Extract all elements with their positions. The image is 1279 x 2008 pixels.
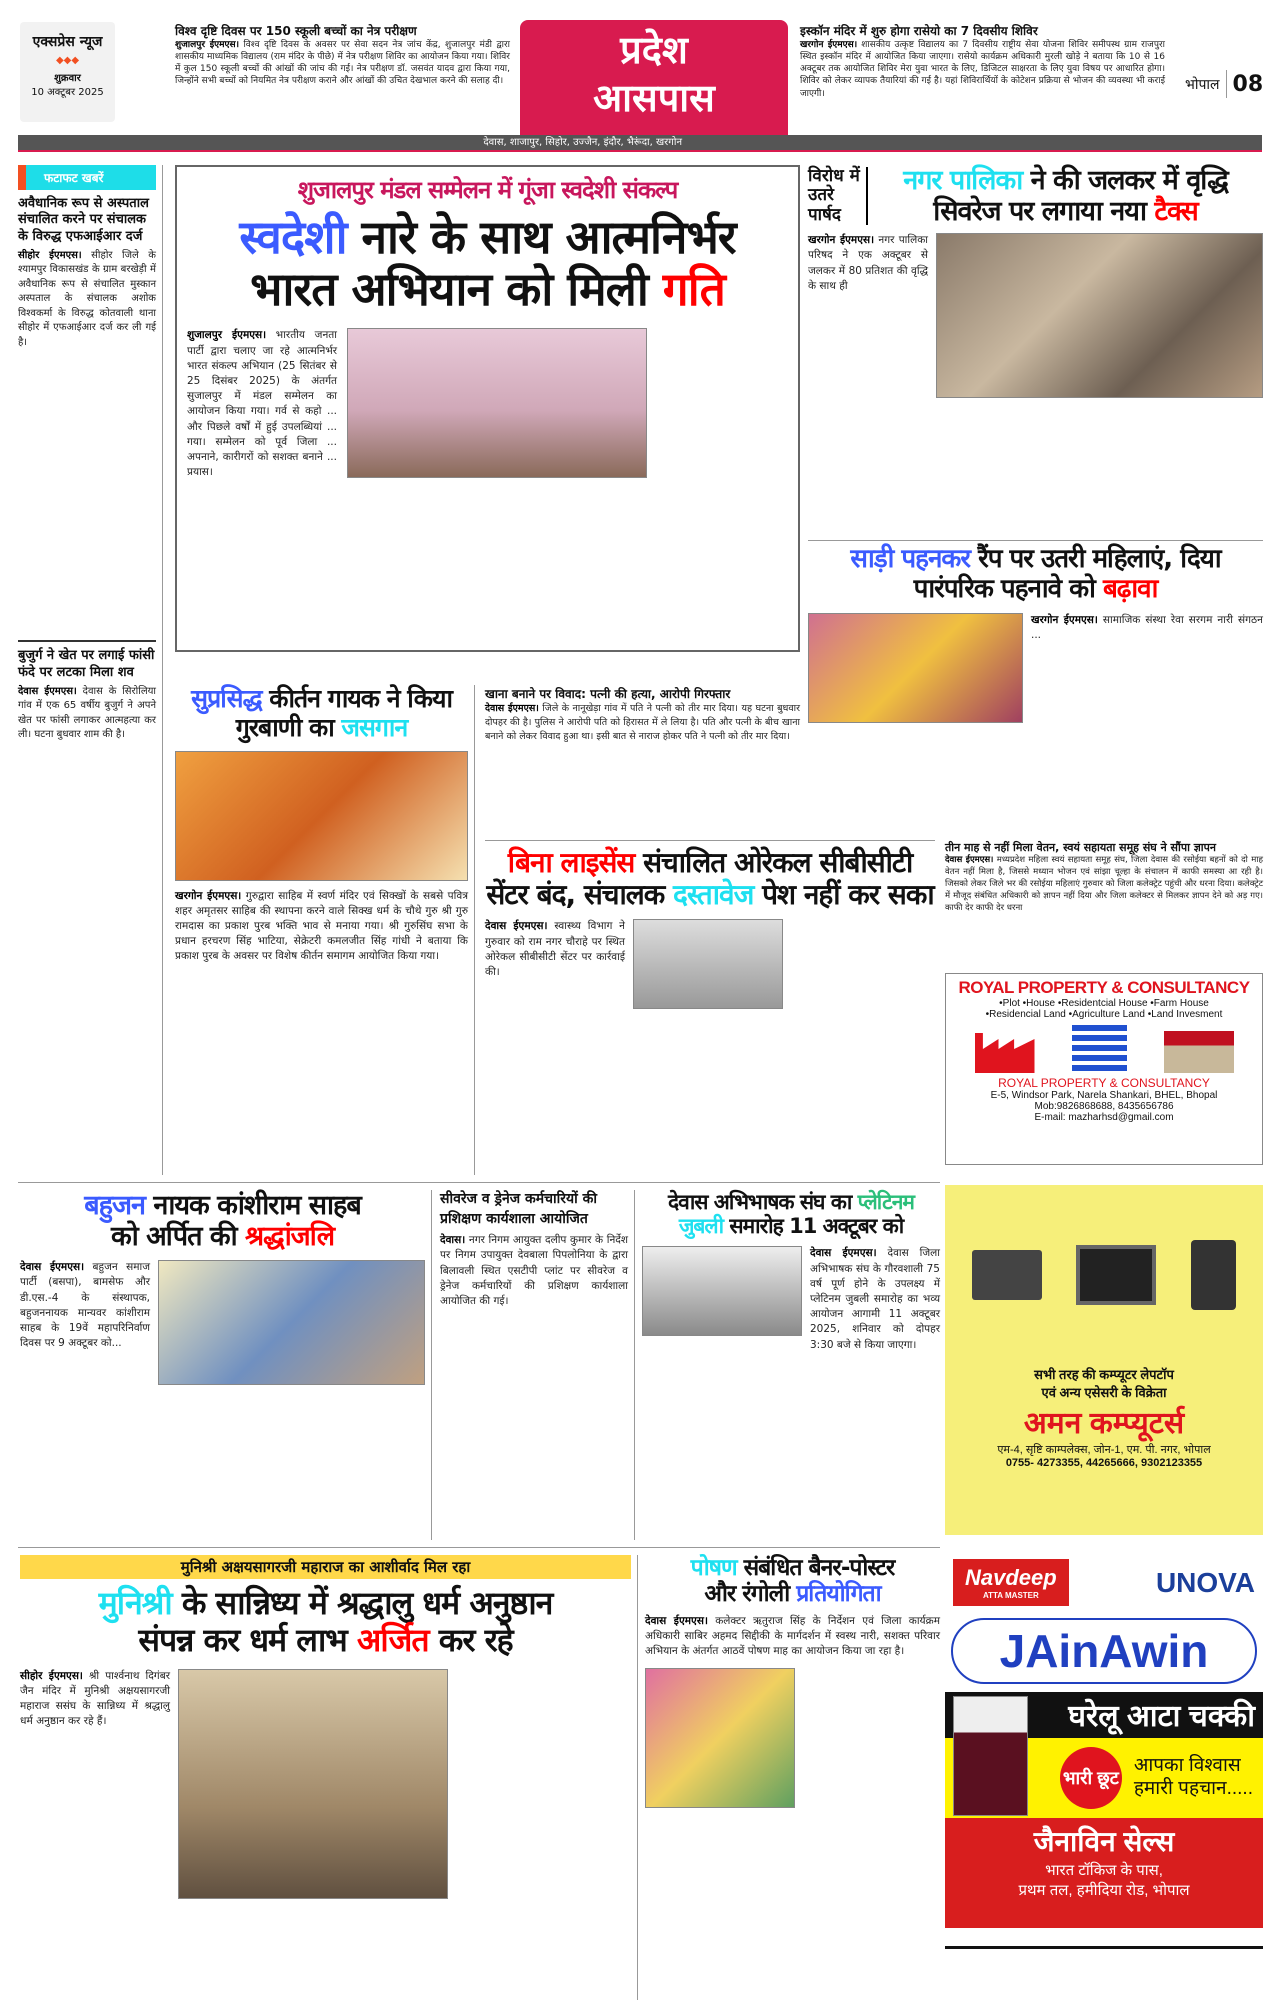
headline: नगर पालिका ने की जलकर में वृद्धि (903, 165, 1228, 196)
ad-phone: Mob:9826868688, 8435656786 (1034, 1101, 1174, 1112)
headline-2: सेंटर बंद, संचालक दस्तावेज पेश नहीं कर सका (486, 878, 934, 912)
story-title: बुजुर्ग ने खेत पर लगाई फांसी फंदे पर लटका मिला शव (18, 648, 155, 680)
kirtan-story (175, 685, 475, 1175)
brief-title: विश्व दृष्टि दिवस पर 150 स्कूली बच्चों का नेत्र परीक्षण (175, 24, 417, 38)
divider (945, 1946, 1263, 1949)
photo-sari-ramp (808, 613, 1023, 723)
photo-kirtan (175, 751, 468, 881)
districts: देवास, शाजापुर, सिहोर, उज्जैन, इंदौर, भैरूंदा, खरगोन (483, 137, 682, 148)
slogan-2: हमारी पहचान..... (1133, 1778, 1253, 1799)
factory-icon (975, 1033, 1035, 1073)
headline: देवास अभिभाषक संघ का प्लेटिनम (668, 1190, 914, 1214)
ad-address: एम-4, सृष्टि काम्पलेक्स, जोन-1, एम. पी. नगर, भोपाल (997, 1444, 1211, 1456)
brief-title: इस्कॉन मंदिर में शुरु होगा रासेयो का 7 दिवसीय शिविर (800, 24, 1038, 38)
photo-rangoli (645, 1668, 795, 1808)
royal-property-ad (945, 973, 1263, 1165)
headline-2: गुरबाणी का जसगान (235, 712, 408, 742)
bahujan-story (20, 1190, 432, 1540)
laptop-icon (972, 1250, 1042, 1300)
left-column (18, 165, 163, 1175)
dateline: खरगोन ईएमएस। (1031, 613, 1098, 626)
oracle-story (485, 840, 935, 1175)
ad-name: जैनाविन सेल्स (1033, 1826, 1175, 1857)
story-text: मध्यप्रदेश महिला स्वयं सहायता समूह संघ, जिला देवास की रसोईया बहनों को दो माह वेतन नहीं मिला है, जिससे मध्यान भोजन एवं सांझा चूल्हा के संचालन में काफी समस्या आ रही है। जिसको लेकर जिले भर की रसोईया महिलाएं गुरुवार को जिला कलेक्ट्रेट पहुंची और धरना दिया। कलेक्ट्रेट में मौजूद संबंधित अधिकारी को ज्ञापन नहीं दिया और जिला कलेक्टर से मिलकर ज्ञापन देने को अड़ गए। काफी देर काफी देर धरना (945, 855, 1263, 913)
headline-2: को अर्पित की श्रद्धांजलि (110, 1221, 335, 1253)
ad-phone: 0755- 4273355, 44265666, 9302123355 (1005, 1457, 1203, 1469)
story-text: देवास जिला अभिभाषक संघ के गौरवशाली 75 वर्ष पूर्ण होने के उपलक्ष्य में प्लेटिनम जुबली समारोह का भव्य आयोजन आगामी 11 अक्टूबर 2025, शनिवार को दोपहर 3:30 बजे से किया जाएगा। (810, 1247, 940, 1351)
ad-services: •Plot •House •Residentcial House •Farm House (999, 998, 1209, 1009)
aman-computers-ad (945, 1185, 1263, 1535)
poshan-story (645, 1555, 940, 2000)
monitor-icon (1076, 1245, 1156, 1305)
ad-name: ROYAL PROPERTY & CONSULTANCY (998, 1076, 1210, 1090)
headline-2: सिवरेज पर लगाया नया टैक्स (933, 196, 1198, 228)
photo-tribute (158, 1260, 425, 1385)
story-title: सीवरेज व ड्रेनेज कर्मचारियों की प्रशिक्षण कार्यशाला आयोजित (440, 1191, 598, 1227)
khana-story (485, 685, 800, 830)
ad-email: E-mail: mazharhsd@gmail.com (1034, 1112, 1174, 1123)
dateline: खरगोन ईएमएस। (800, 40, 858, 50)
ad-services-2: •Residencial Land •Agriculture Land •Land Invesment (985, 1009, 1223, 1020)
dateline: देवास ईएमएस। (485, 703, 539, 714)
section-title-2: आसपास (593, 76, 715, 120)
section-banner (520, 20, 788, 135)
sari-story (808, 540, 1263, 830)
computer-products-image (945, 1185, 1263, 1365)
dateline: देवास। (440, 1234, 466, 1247)
divider (18, 1547, 940, 1548)
brief-text: विश्व दृष्टि दिवस के अवसर पर सेवा सदन नेत्र जांच केंद्र, शुजालपुर मंडी द्वारा शासकीय माध्यमिक विद्यालय (राम मंदिर के पीछे) में नेत्र परीक्षण शिविर का आयोजन किया गया। शिविर में कुल 150 स्कूली बच्चों की आंखों की जांच की गई। नेत्र परीक्षण डॉ. जसवंत यादव द्वारा किया गया, जिन्होंने सभी बच्चों को नियमित नेत्र परीक्षण कराने और आंखों की उचित देखभाल करने की सलाह दी। (175, 40, 510, 87)
navdeep-logo: Navdeep ATTA MASTER (953, 1559, 1069, 1606)
dateline: खरगोन ईएमएस। (808, 234, 875, 247)
side-kicker: विरोध में उतरे पार्षद (808, 167, 868, 226)
lead-story (175, 165, 800, 652)
headline: पोषण संबंधित बैनर-पोस्टर (690, 1555, 895, 1581)
headline: साड़ी पहनकर रैंप पर उतरी महिलाएं, दिया (850, 544, 1221, 574)
brief-text: शासकीय उत्कृष्ट विद्यालय का 7 दिवसीय राष्ट्रीय सेवा योजना शिविर समीपस्थ ग्राम राजपुरा स्थित इस्कॉन मंदिर में आयोजित किया जाएगा। रासेयो कार्यक्रम अधिकारी मुरली खोड़े ने बताया कि 10 से 16 अक्टूबर तक आयोजित शिविर मेरा युवा भारत के लिए, डिजिटल साक्षरता के लिए युवा विषय पर आधारित होगा। शिविर को लेकर व्यापक तैयारियां की गई है। यहां शिविरार्थियों के कोटेशन प्रक्रिया से भोजन की व्यवस्था भी कराई जाएगी। (800, 40, 1165, 99)
sewerage-story (440, 1190, 635, 1540)
photo-sammelan (347, 328, 647, 478)
building-icon (1072, 1025, 1127, 1073)
paper-name: एक्सप्रेस न्यूज (32, 34, 103, 50)
ad-address: भारत टॉकिज के पास, (1045, 1862, 1163, 1879)
ad-address-2: प्रथम तल, हमीदिया रोड, भोपाल (1018, 1882, 1190, 1899)
jainawin-logo: JAinAwin (951, 1618, 1257, 1684)
story-text: कलेक्टर ऋतुराज सिंह के निर्देशन एवं जिला कार्यक्रम अधिकारी साबिर अहमद सिद्दीकी के मार्गदर्शन में स्वस्थ नारी, सशक्त परिवार अभियान के अंतर्गत आठवें पोषण माह का आयोजन किया जा रहा है। (645, 1614, 940, 1658)
story-text: देवास के सिरोलिया गांव में एक 65 वर्षीय बुजुर्ग ने अपने खेत पर फांसी लगाकर आत्महत्या कर ली। घटना बुधवार शाम की है। (18, 685, 156, 741)
photo-munishri (178, 1669, 448, 1899)
headline-2: जुबली समारोह 11 अक्टूबर को (678, 1214, 904, 1239)
ad-address: E-5, Windsor Park, Narela Shankari, BHEL, Bhopal (990, 1090, 1218, 1101)
ad-tagline: सभी तरह की कम्प्यूटर लेपटॉप (1034, 1367, 1174, 1382)
divider (18, 1182, 940, 1183)
speaker-icon (1191, 1240, 1236, 1310)
districts-bar (18, 135, 1262, 152)
product-title: घरेलू आटा चक्की (945, 1692, 1263, 1738)
dateline: देवास ईएमएस। (18, 685, 77, 697)
offer-badge: भारी छूट (1060, 1747, 1122, 1809)
story-text: नगर निगम आयुक्त दलीप कुमार के निर्देश पर निगम उपायुक्त देवबाला पिपलोनिया के द्वारा बिलावली स्थित एसटीपी प्लांट पर सीवरेज व ड्रेनेज कर्मचारियों की प्रशिक्षण कार्यशाला आयोजित की गई। (440, 1234, 628, 1308)
section-label: फटाफट खबरें (18, 165, 156, 190)
munishri-story (20, 1555, 638, 2000)
dateline: सीहोर ईएमएस। (18, 249, 82, 261)
city-name: भोपाल (1185, 76, 1220, 93)
headline: सुप्रसिद्ध कीर्तन गायक ने किया (191, 684, 452, 713)
section-title-1: प्रदेश (620, 28, 688, 72)
ad-name: अमन कम्प्यूटर्स (1023, 1407, 1185, 1440)
jainawin-ad (945, 1555, 1263, 1975)
dateline: देवास ईएमएस। (20, 1261, 85, 1274)
headline-2: और रंगोली प्रतियोगिता (704, 1581, 881, 1608)
story-text: जिले के नानूखेड़ा गांव में पति ने पत्नी को तीर मार दिया। यह घटना बुधवार दोपहर की है। पुलिस ने आरोपी पति को हिरासत में ले लिया है। पति और पत्नी के बीच खाना बनाने को लेकर विवाद हुआ था। इसी बात से नाराज होकर पति ने पत्नी को तीर मार दिया। (485, 703, 800, 742)
headline-2: संपन्न कर धर्म लाभ अर्जित कर रहे (138, 1620, 513, 1659)
ad-title: ROYAL PROPERTY & CONSULTANCY (958, 978, 1250, 997)
headline: बहुजन नायक कांशीराम साहब (84, 1190, 361, 1221)
story-text: गुरुद्वारा साहिब में स्वर्ण मंदिर एवं सिक्खों के सबसे पवित्र शहर अमृतसर साहिब की स्थापना करने वाले सिक्ख धर्म के चौथे गुरु श्री गुरु रामदास का प्रकाश पुरब भक्ति भाव से मनाया गया। श्री गुरुसिंघ सभा के प्रधान हरचरण सिंह भाटिया, सेक्रेटरी कमलजीत सिंह गांधी ने बताया कि प्रकाश पुरब के अवसर पर विशेष कीर्तन समागम आयोजित किया गया। (175, 889, 468, 963)
story-text: नगर पालिका परिषद ने एक अक्टूबर से जलकर में 80 प्रतिशत की वृद्धि के साथ ही (808, 234, 928, 292)
house-icon (1164, 1031, 1234, 1073)
story-text: सीहोर जिले के श्यामपुर विकासखंड के ग्राम बरखेड़ी में अवैधानिक रूप से संचालित मुस्कान अस्पताल के संचालक अशोक विश्वकर्मा के विरुद्ध कोतवाली थाना सीहोर में एफआईआर दर्ज कर ली गई है। (18, 249, 156, 348)
slogan: आपका विश्वास (1133, 1755, 1241, 1777)
dateline: देवास ईएमएस। (810, 1247, 877, 1260)
lead-headline: स्वदेशी नारे के साथ आत्मनिर्भर (239, 209, 736, 264)
salary-story (945, 840, 1263, 965)
headline: मुनिश्री के सान्निध्य में श्रद्धालु धर्म अनुष्ठान (98, 1584, 553, 1622)
day: शुक्रवार (54, 73, 81, 84)
lead-headline-2: भारत अभियान को मिली गति (250, 262, 725, 317)
photo-lawyers (642, 1246, 802, 1336)
story-text: भारतीय जनता पार्टी द्वारा चलाए जा रहे आत्मनिर्भर भारत संकल्प अभियान (25 सितंबर से 25 दिसंबर 2025) के अंतर्गत सुजालपुर में मंडल सम्मेलन का आयोजन किया गया। गर्व से कहो ... और पिछले वर्षों में हुई उपलब्धियां ... गया। सम्मेलन को पूर्व जिला ... अपनाने, कारीगरों को सशक्त बनाने ... प्रयास। (187, 329, 337, 479)
dateline: शुजालपुर ईएमएस। (187, 329, 267, 342)
dateline: देवास ईएमएस। (945, 855, 994, 865)
headline: बिना लाइसेंस संचालित ओरेकल सीबीसीटी (507, 846, 913, 879)
dateline: देवास ईएमएस। (485, 920, 548, 933)
atta-chakki-image (953, 1696, 1028, 1816)
unova-logo: UNOVA (1155, 1566, 1255, 1598)
story-text: स्वास्थ्य विभाग ने गुरुवार को राम नगर चौराहे पर स्थित ओरेकल सीबीसीटी सेंटर पर कार्रवाई की। (485, 920, 625, 979)
photo-cbct-center (633, 919, 783, 1009)
story-text: सामाजिक संस्था रेवा सरगम नारी संगठन ... (1031, 613, 1263, 641)
story-title: तीन माह से नहीं मिला वेतन, स्वयं सहायता समूह संघ ने सौंपा ज्ञापन (945, 841, 1217, 854)
masthead-date-box (20, 22, 115, 122)
ad-tagline-2: एवं अन्य एसेसरी के विक्रेता (1041, 1385, 1167, 1400)
dateline: सीहोर ईएमएस। (20, 1669, 83, 1682)
page-id (1185, 70, 1263, 98)
page-number: 08 (1232, 71, 1264, 97)
story-title: खाना बनाने पर विवाद: पत्नी की हत्या, आरोपी गिरफ्तार (485, 687, 731, 701)
platinum-jubilee-story (642, 1190, 940, 1540)
date: 10 अक्टूबर 2025 (31, 87, 104, 98)
diamond-icon: ◆◆◆ (55, 55, 80, 66)
brief-eye-test (175, 22, 510, 88)
lead-kicker: शुजालपुर मंडल सम्मेलन में गूंजा स्वदेशी संकल्प (297, 176, 678, 204)
headline-2: पारंपरिक पहनावे को बढ़ावा (913, 573, 1158, 604)
photo-protest (936, 233, 1263, 398)
story-title: अवैधानिक रूप से अस्पताल संचालित करने पर संचालक के विरुद्ध एफआईआर दर्ज (18, 196, 149, 244)
nagar-palika-story (808, 165, 1263, 530)
brief-iskcon (800, 22, 1165, 100)
dateline: खरगोन ईएमएस। (175, 889, 242, 902)
story-text: श्री पार्श्वनाथ दिगंबर जैन मंदिर में मुनिश्री अक्षयसागरजी महाराज ससंघ के सान्निध्य में श्रद्धालु धर्म अनुष्ठान कर रहे हैं। (20, 1669, 171, 1728)
kicker: मुनिश्री अक्षयसागरजी महाराज का आशीर्वाद मिल रहा (20, 1555, 631, 1579)
story-text: बहुजन समाज पार्टी (बसपा), बामसेफ और डी.एस.-4 के संस्थापक, बहुजननायक मान्यवर कांशीराम साहब के 19वें महापरिनिर्वाण दिवस पर 9 अक्टूबर को... (20, 1261, 150, 1350)
dateline: देवास ईएमएस। (645, 1614, 708, 1627)
dateline: शुजालपुर ईएमएस। (175, 40, 239, 50)
